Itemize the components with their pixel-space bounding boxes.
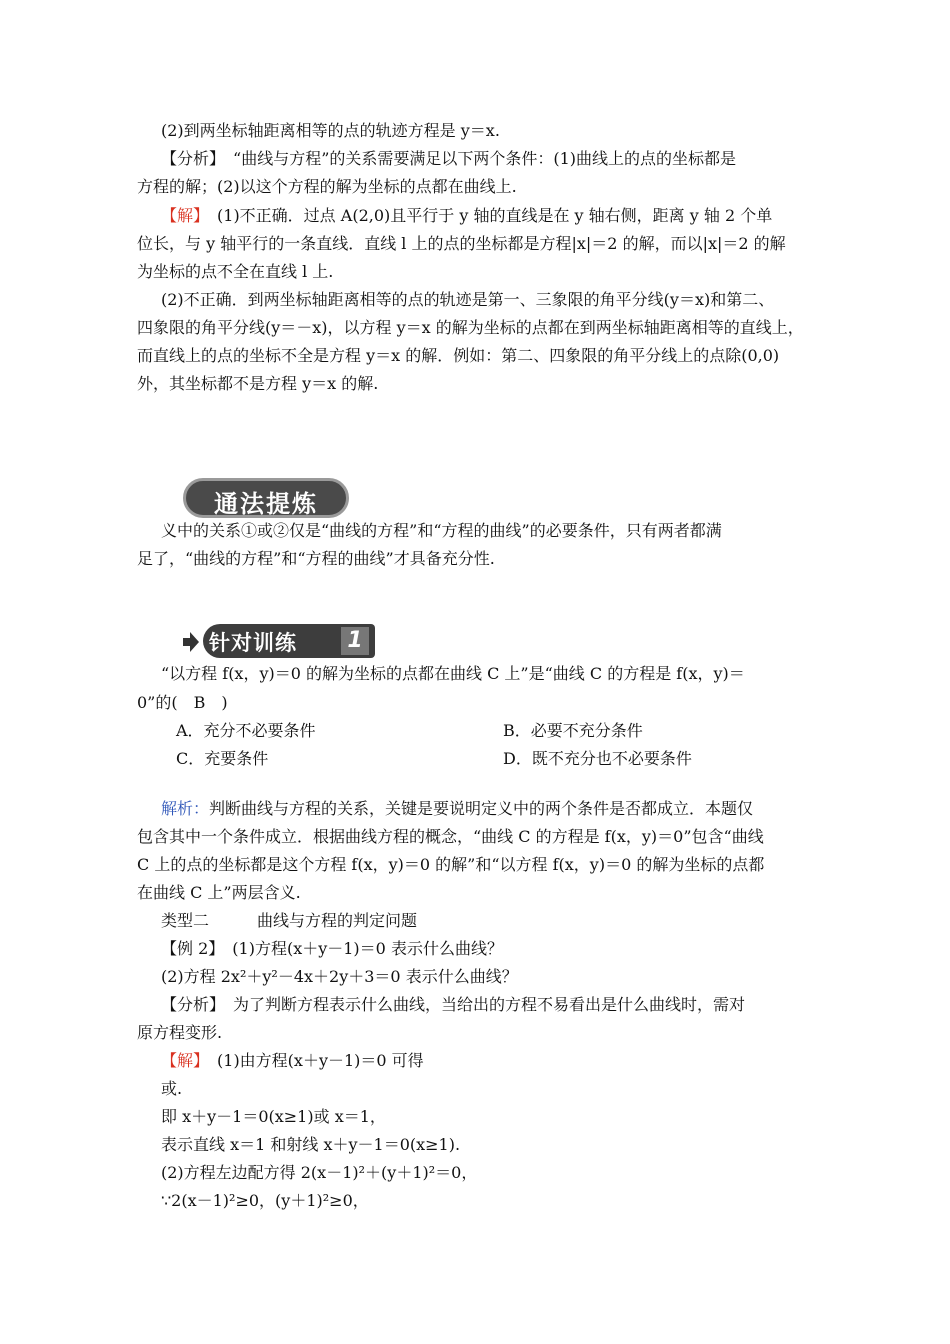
- text-line: 原方程变形.: [137, 1023, 223, 1042]
- text-line: [161, 938, 503, 960]
- text-line: 在曲线 C 上”两层含义.: [137, 883, 301, 902]
- option-a: A．充分不必要条件: [176, 721, 316, 740]
- explain-text: 判断曲线与方程的关系，关键是要说明定义中的两个条件是否都成立．本题仅: [209, 799, 754, 818]
- text-line: (2)不正确．到两坐标轴距离相等的点的轨迹是第一、三象限的角平分线(y＝x)和第二、: [161, 290, 775, 309]
- text-line: [161, 148, 736, 170]
- text-line: 或.: [161, 1079, 183, 1098]
- example-text: (1)方程(x＋y－1)＝0 表示什么曲线？: [216, 939, 503, 958]
- text-line: (2)方程左边配方得 2(x－1)²＋(y＋1)²＝0，: [161, 1163, 478, 1182]
- example-tag: 【例 2】: [161, 939, 217, 958]
- practice-label: 针对训练: [209, 631, 297, 655]
- text-line: 四象限的角平分线(y＝－x)，以方程 y＝x 的解为坐标的点都在到两坐标轴距离相等的直线上，: [137, 318, 804, 337]
- text-line: 即 x＋y－1＝0(x≥1)或 x＝1，: [161, 1107, 386, 1126]
- arrow-right-icon: [183, 632, 199, 652]
- option-c: C．充要条件: [176, 749, 269, 768]
- analysis-text: “曲线与方程”的关系需要满足以下两个条件：(1)曲线上的点的坐标都是: [217, 149, 737, 168]
- practice-number: 1: [341, 627, 369, 655]
- option-b: B．必要不充分条件: [503, 721, 643, 740]
- text-line: ∵2(x－1)²≥0，(y＋1)²≥0，: [161, 1191, 369, 1210]
- method-summary-banner: [183, 478, 349, 518]
- text-line: [161, 798, 753, 820]
- text-line: 为坐标的点不全在直线 l 上.: [137, 262, 334, 281]
- text-line: (2)方程 2x²＋y²－4x＋2y＋3＝0 表示什么曲线？: [161, 967, 518, 986]
- text-line: C 上的点的坐标都是这个方程 f(x，y)＝0 的解”和“以方程 f(x，y)＝0 的解为坐标的点都: [137, 855, 765, 874]
- text-line: (2)到两坐标轴距离相等的点的轨迹方程是 y＝x.: [161, 121, 500, 140]
- text-line: 义中的关系①或②仅是“曲线的方程”和“方程的曲线”的必要条件，只有两者都满: [161, 521, 722, 540]
- analysis-tag: 【分析】: [161, 149, 218, 168]
- analysis-tag: 【分析】: [161, 995, 218, 1014]
- section-title: 类型二 曲线与方程的判定问题: [161, 911, 418, 930]
- solution-tag: 【解】: [161, 1051, 202, 1070]
- text-line: 表示直线 x＝1 和射线 x＋y－1＝0(x≥1).: [161, 1135, 461, 1154]
- option-d: D．既不充分也不必要条件: [503, 749, 692, 768]
- text-line: 外，其坐标都不是方程 y＝x 的解.: [137, 374, 379, 393]
- solution-tag: 【解】: [161, 206, 202, 225]
- text-line: [161, 994, 745, 1016]
- analysis-text: 为了判断方程表示什么曲线，当给出的方程不易看出是什么曲线时，需对: [217, 995, 746, 1014]
- text-line: 位长，与 y 轴平行的一条直线．直线 l 上的点的坐标都是方程|x|＝2 的解，而以|x|＝2 的解: [137, 234, 786, 253]
- text-line: 方程的解；(2)以这个方程的解为坐标的点都在曲线上.: [137, 177, 517, 196]
- text-line: [161, 1050, 424, 1072]
- explain-tag: 解析：: [161, 799, 210, 818]
- text-line: [161, 205, 772, 227]
- solution-text: (1)由方程(x＋y－1)＝0 可得: [201, 1051, 424, 1070]
- practice-banner: [203, 624, 375, 658]
- text-line: 足了，“曲线的方程”和“方程的曲线”才具备充分性.: [137, 549, 495, 568]
- question-text: “以方程 f(x，y)＝0 的解为坐标的点都在曲线 C 上”是“曲线 C 的方程是 f(x，y)＝: [161, 664, 745, 683]
- method-summary-label: 通法提炼: [214, 490, 318, 518]
- text-line: 而直线上的点的坐标不全是方程 y＝x 的解．例如：第二、四象限的角平分线上的点除(0,0): [137, 346, 780, 365]
- solution-text: (1)不正确．过点 A(2,0)且平行于 y 轴的直线是在 y 轴右侧，距离 y 轴 2 个单: [201, 206, 773, 225]
- text-line: 包含其中一个条件成立．根据曲线方程的概念，“曲线 C 的方程是 f(x，y)＝0”包含“曲线: [137, 827, 764, 846]
- question-text: 0”的( B ): [137, 693, 228, 712]
